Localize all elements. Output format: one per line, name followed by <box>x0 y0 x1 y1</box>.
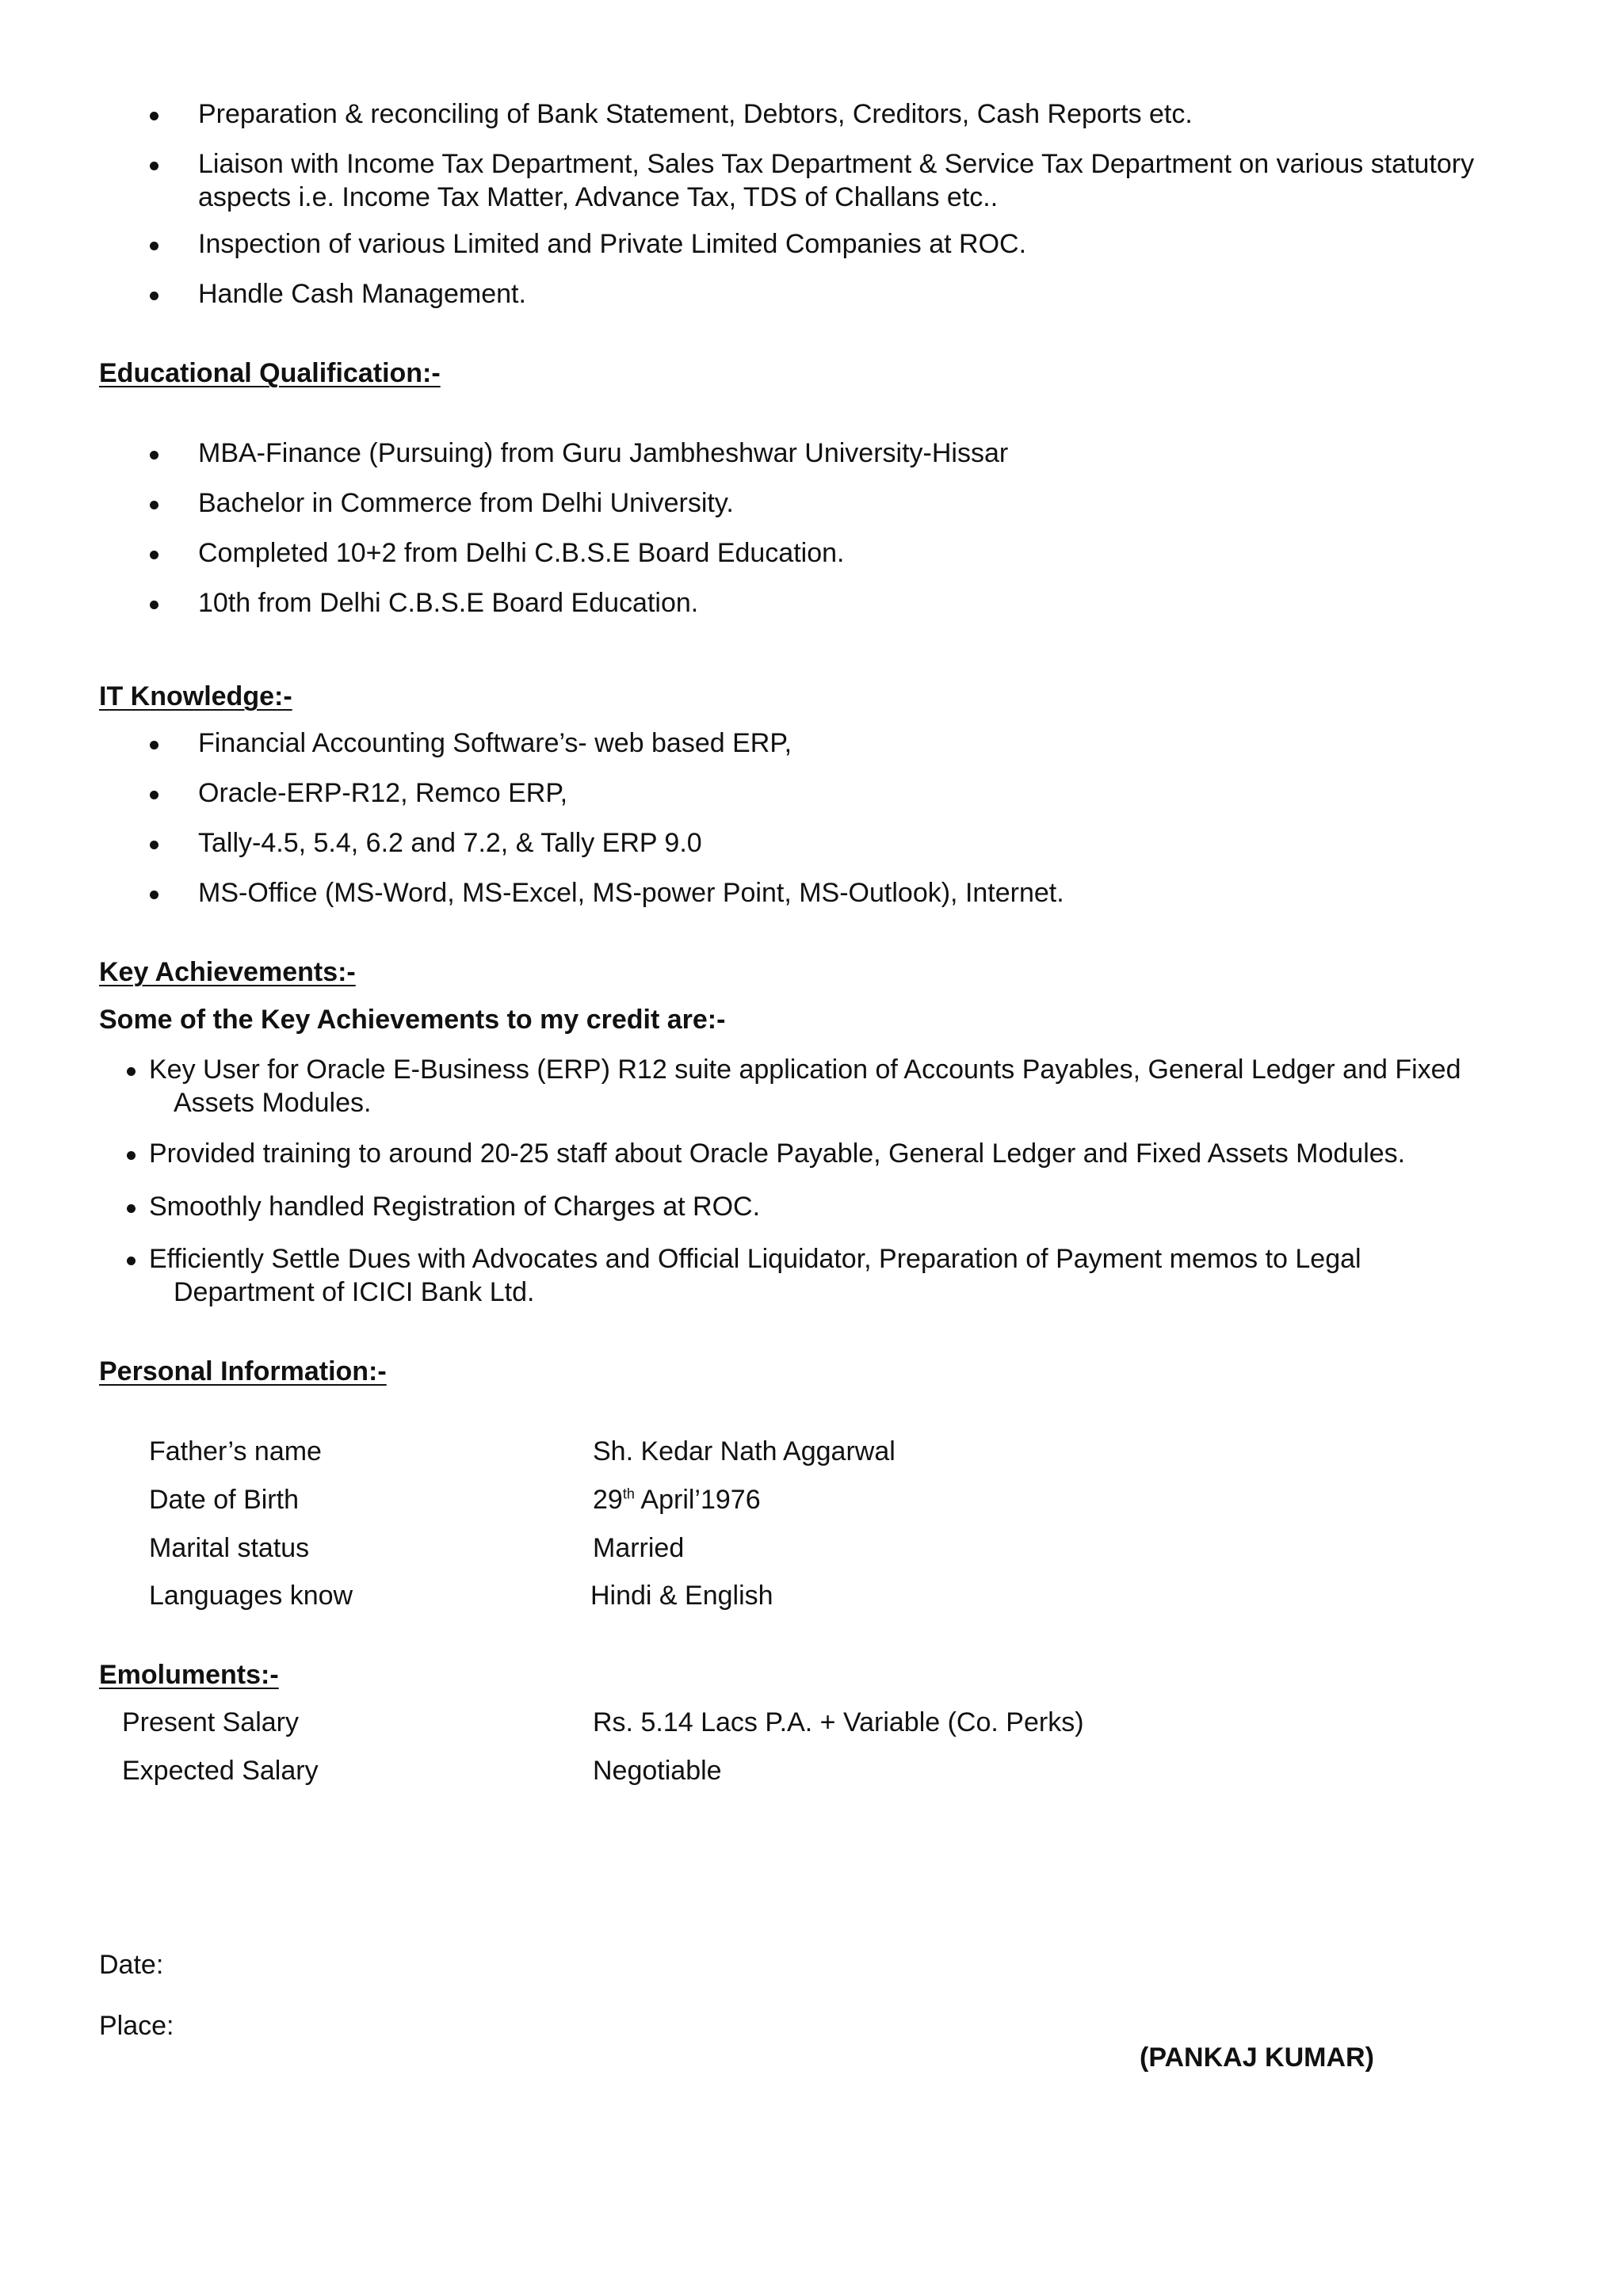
info-label: Date of Birth <box>149 1485 299 1515</box>
bullet-icon <box>150 162 158 170</box>
achievements-heading: Key Achievements:- <box>99 957 356 987</box>
list-item: 10th from Delhi C.B.S.E Board Education. <box>198 588 699 618</box>
list-item: Key User for Oracle E-Business (ERP) R12 suite application of Accounts Payables, General Ledger and Fixed <box>149 1055 1461 1085</box>
list-item: MS-Office (MS-Word, MS-Excel, MS-power Point, MS-Outlook), Internet. <box>198 878 1064 908</box>
info-value: Sh. Kedar Nath Aggarwal <box>593 1436 896 1466</box>
list-item: Efficiently Settle Dues with Advocates and Official Liquidator, Preparation of Payment memos to Legal <box>149 1244 1361 1274</box>
date-label: Date: <box>99 1950 164 1980</box>
list-item: Tally-4.5, 5.4, 6.2 and 7.2, & Tally ERP 9.0 <box>198 828 702 858</box>
bullet-icon <box>150 501 158 509</box>
list-item: Preparation & reconciling of Bank Statement, Debtors, Creditors, Cash Reports etc. <box>198 99 1193 129</box>
bullet-icon <box>150 601 158 609</box>
it-knowledge-heading: IT Knowledge:- <box>99 681 292 711</box>
bullet-icon <box>150 791 158 799</box>
list-item-continuation: Assets Modules. <box>174 1088 372 1118</box>
info-value: Hindi & English <box>590 1581 773 1611</box>
info-label: Expected Salary <box>122 1756 319 1786</box>
info-label: Present Salary <box>122 1707 299 1737</box>
info-value: Married <box>593 1533 685 1563</box>
bullet-icon <box>150 292 158 300</box>
info-label: Father’s name <box>149 1436 322 1466</box>
bullet-icon <box>127 1067 136 1076</box>
bullet-icon <box>150 551 158 559</box>
bullet-icon <box>127 1204 136 1213</box>
bullet-icon <box>127 1257 136 1265</box>
list-item: Completed 10+2 from Delhi C.B.S.E Board Education. <box>198 538 845 568</box>
signature-name: (PANKAJ KUMAR) <box>1140 2042 1374 2073</box>
list-item: Provided training to around 20-25 staff about Oracle Payable, General Ledger and Fixed Assets Modules. <box>149 1138 1406 1169</box>
bullet-icon <box>150 841 158 849</box>
date-of-birth-day: 29 <box>593 1485 623 1515</box>
info-label: Marital status <box>149 1533 310 1563</box>
date-of-birth-month-year: April’1976 <box>634 1485 761 1515</box>
info-value <box>593 1485 761 1516</box>
bullet-icon <box>150 741 158 749</box>
info-label: Languages know <box>149 1581 353 1611</box>
list-item: Smoothly handled Registration of Charges at ROC. <box>149 1192 761 1222</box>
list-item: Liaison with Income Tax Department, Sales Tax Department & Service Tax Department on various statutory <box>198 149 1475 179</box>
list-item-continuation: Department of ICICI Bank Ltd. <box>174 1277 535 1307</box>
info-value: Negotiable <box>593 1756 722 1786</box>
achievements-subheading: Some of the Key Achievements to my credit are:- <box>99 1005 726 1035</box>
ordinal-suffix: th <box>622 1486 635 1502</box>
bullet-icon <box>127 1151 136 1160</box>
bullet-icon <box>150 891 158 899</box>
list-item: Handle Cash Management. <box>198 279 526 309</box>
info-value: Rs. 5.14 Lacs P.A. + Variable (Co. Perks) <box>593 1707 1084 1737</box>
list-item: Bachelor in Commerce from Delhi University. <box>198 488 734 518</box>
list-item-continuation: aspects i.e. Income Tax Matter, Advance Tax, TDS of Challans etc.. <box>198 182 999 212</box>
emoluments-heading: Emoluments:- <box>99 1660 279 1690</box>
education-heading: Educational Qualification:- <box>99 358 441 388</box>
bullet-icon <box>150 112 158 120</box>
bullet-icon <box>150 242 158 250</box>
place-label: Place: <box>99 2011 174 2041</box>
list-item: MBA-Finance (Pursuing) from Guru Jambheshwar University-Hissar <box>198 438 1009 468</box>
list-item: Oracle-ERP-R12, Remco ERP, <box>198 778 568 808</box>
list-item: Inspection of various Limited and Private Limited Companies at ROC. <box>198 229 1027 259</box>
list-item: Financial Accounting Software’s- web based ERP, <box>198 728 792 758</box>
bullet-icon <box>150 451 158 460</box>
personal-info-heading: Personal Information:- <box>99 1356 387 1386</box>
